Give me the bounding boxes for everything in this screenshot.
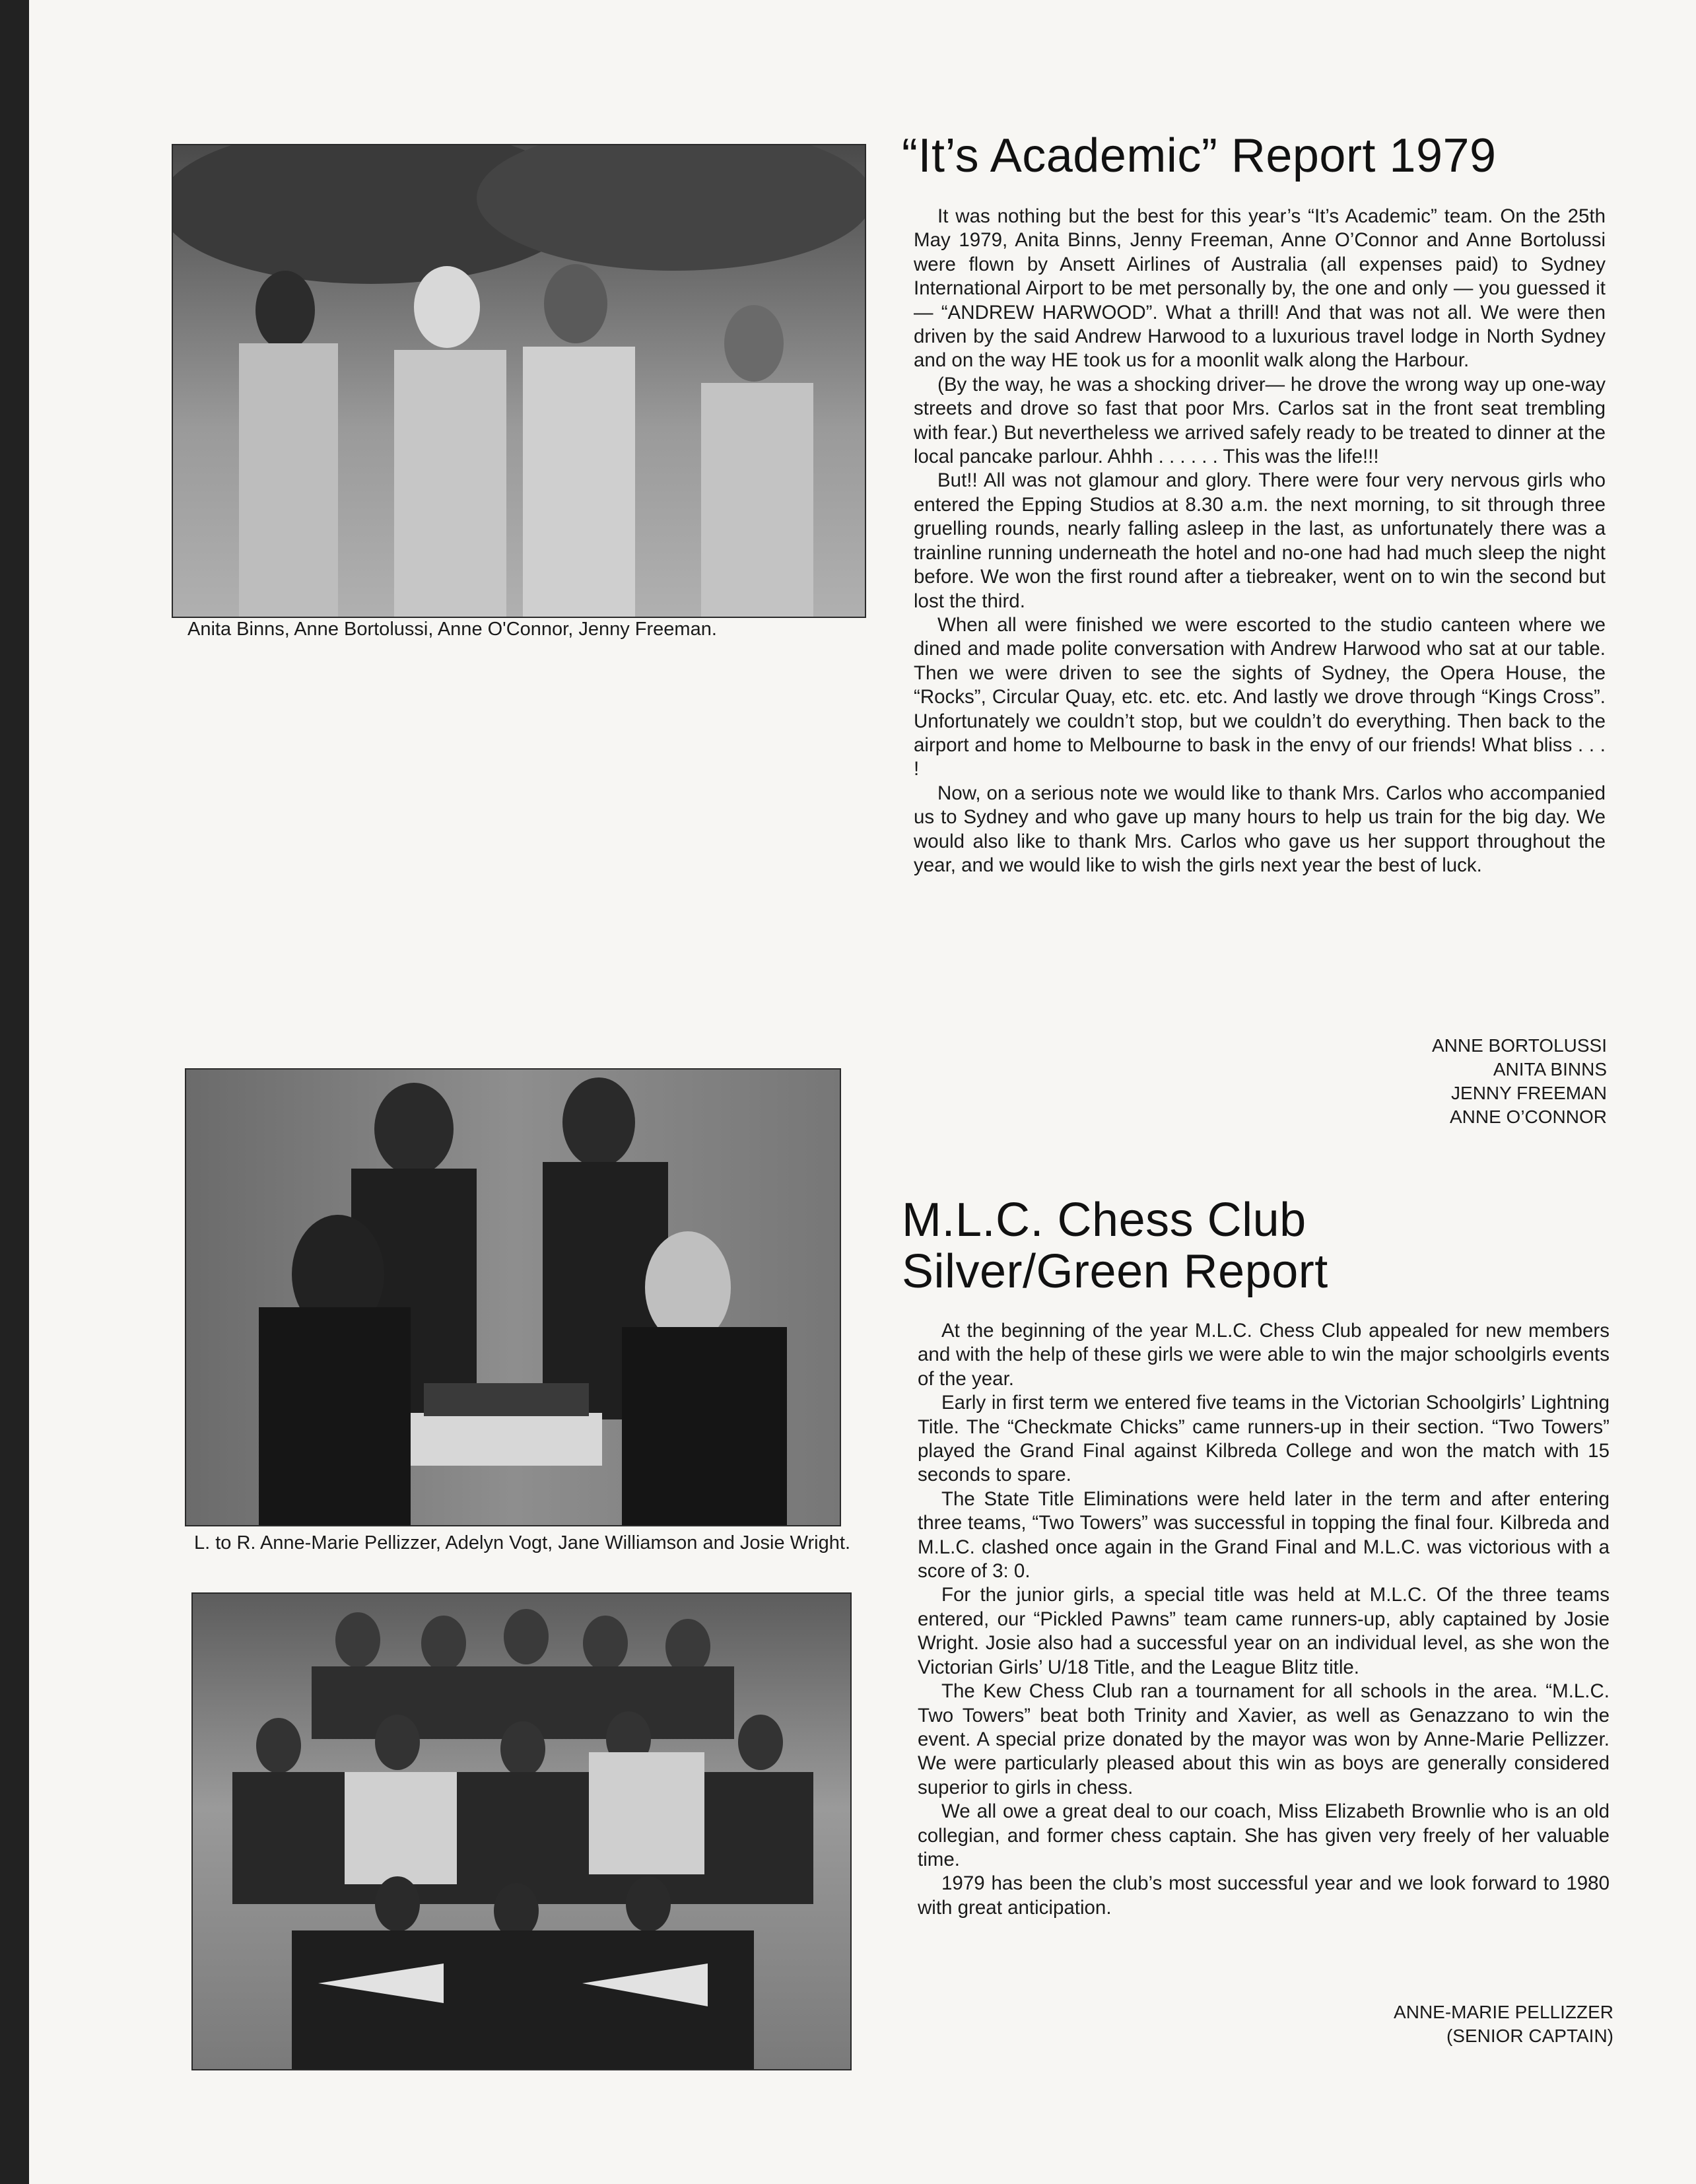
paragraph: We all owe a great deal to our coach, Miss Elizabeth Brownlie who is an old collegian, and former chess captain. She has given very freely of her valuable time.: [918, 1800, 1610, 1870]
paragraph: For the junior girls, a special title was held at M.L.C. Of the three teams entered, our “Pickled Pawns” team came runners-up, ably captained by Josie Wright. Josie also had a successful year on an individual level, as she won the Victorian Girls’ U/18 Title, and the League Blitz title.: [918, 1584, 1610, 1678]
signature-line: ANNE BORTOLUSSI: [1431, 1035, 1607, 1056]
paragraph: The State Title Eliminations were held later in the term and after entering three teams, “Two Towers” was successful in topping the final four. Kilbreda and M.L.C. clashed once again in the Grand Final and M.L.C. was victorious with a score of 3: 0.: [918, 1487, 1610, 1583]
chess-report-title-line1: M.L.C. Chess Club: [902, 1194, 1306, 1246]
academic-report-title: “It’s Academic” Report 1979: [902, 129, 1497, 182]
paragraph: Early in first term we entered five teams in the Victorian Schoolgirls’ Lightning Title. The “Checkmate Chicks” came runners-up in their section. “Two Towers” played the Grand Final against Kilbreda College and won the match with 15 seconds to spare.: [918, 1392, 1610, 1486]
paragraph: When all were finished we were escorted to the studio canteen where we dined and made polite conversation with Andrew Harwood who sat at our table. Then we were driven to see the sights of Sydney, the Opera House, the “Rocks”, Circular Quay, etc. etc. etc. And lastly we drove through “Kings Cross”. Unfortunately we couldn’t stop, but we couldn’t do everything. Then back to the airport and home to Melbourne to bask in the envy of our friends! What bliss . . . !: [914, 613, 1606, 780]
signature-line: JENNY FREEMAN: [1451, 1083, 1607, 1103]
paragraph: Now, on a serious note we would like to thank Mrs. Carlos who accompanied us to Sydney and who gave up many hours to help us train for the big day. We would also like to thank Mrs. Carlos who gave us her support throughout the year, and we would like to wish the girls next year the best of luck.: [914, 782, 1606, 876]
paragraph: But!! All was not glamour and glory. There were four very nervous girls who entered the Epping Studios at 8.30 a.m. the next morning, to sit through three gruelling rounds, nearly falling asleep in the last, as unfortunately there was a trainline running underneath the hotel and no-one had had much sleep the night before. We won the first round after a tiebreaker, went on to win the second but lost the third.: [914, 469, 1606, 612]
chess-club-group-photo: [191, 1592, 852, 2070]
chess-report-title-line2: Silver/Green Report: [902, 1245, 1328, 1298]
chess-report-body: [918, 1319, 1610, 1920]
chess-game-photo: [185, 1068, 841, 1526]
paragraph: (By the way, he was a shocking driver— he drove the wrong way up one-way streets and drove so fast that poor Mrs. Carlos sat in the front seat trembling with fear.) But nevertheless we arrived safely ready to be treated to dinner at the local pancake parlour. Ahhh . . . . . . This was the life!!!: [914, 373, 1606, 468]
chess-game-caption: L. to R. Anne-Marie Pellizzer, Adelyn Vogt, Jane Williamson and Josie Wright.: [194, 1532, 851, 1553]
paragraph: 1979 has been the club’s most successful year and we look forward to 1980 with great anticipation.: [918, 1872, 1610, 1919]
paragraph: The Kew Chess Club ran a tournament for all schools in the area. “M.L.C. Two Towers” beat both Trinity and Xavier, as well as Genazzano to win the event. A special prize donated by the mayor was won by Anne-Marie Pellizzer. We were particularly pleased about this win as boys are generally considered superior to girls in chess.: [918, 1680, 1610, 1798]
scan-edge: [0, 0, 29, 2184]
signature-line: ANNE O’CONNOR: [1449, 1107, 1607, 1127]
academic-team-caption: Anita Binns, Anne Bortolussi, Anne O'Connor, Jenny Freeman.: [187, 619, 717, 640]
paragraph: It was nothing but the best for this year’s “It’s Academic” team. On the 25th May 1979, Anita Binns, Jenny Freeman, Anne O’Connor and Anne Bortolussi were flown by Ansett Airlines of Australia (all expenses paid) to Sydney International Airport to be met personally by, the one and only — you guessed it — “ANDREW HARWOOD”. What a thrill! And that was not all. We were then driven by the said Andrew Harwood to a luxurious travel lodge in North Sydney and on the way HE took us for a moonlit walk along the Harbour.: [914, 205, 1606, 372]
yearbook-page: [29, 0, 1696, 2184]
signature-line: (SENIOR CAPTAIN): [1446, 2026, 1613, 2046]
chess-club-group-photo-drawing: [193, 1594, 850, 2069]
academic-report-body: [914, 205, 1606, 877]
paragraph: At the beginning of the year M.L.C. Chess Club appealed for new members and with the help of these girls we were able to win the major schoolgirls events of the year.: [918, 1320, 1610, 1390]
academic-team-photo-drawing: [173, 145, 865, 617]
chess-report-signatures: [1191, 2000, 1613, 2048]
academic-team-photo: [172, 144, 866, 618]
signature-line: ANNE-MARIE PELLIZZER: [1394, 2002, 1613, 2022]
academic-report-signatures: [1191, 1034, 1607, 1129]
chess-game-photo-drawing: [186, 1070, 840, 1525]
signature-line: ANITA BINNS: [1493, 1059, 1607, 1079]
